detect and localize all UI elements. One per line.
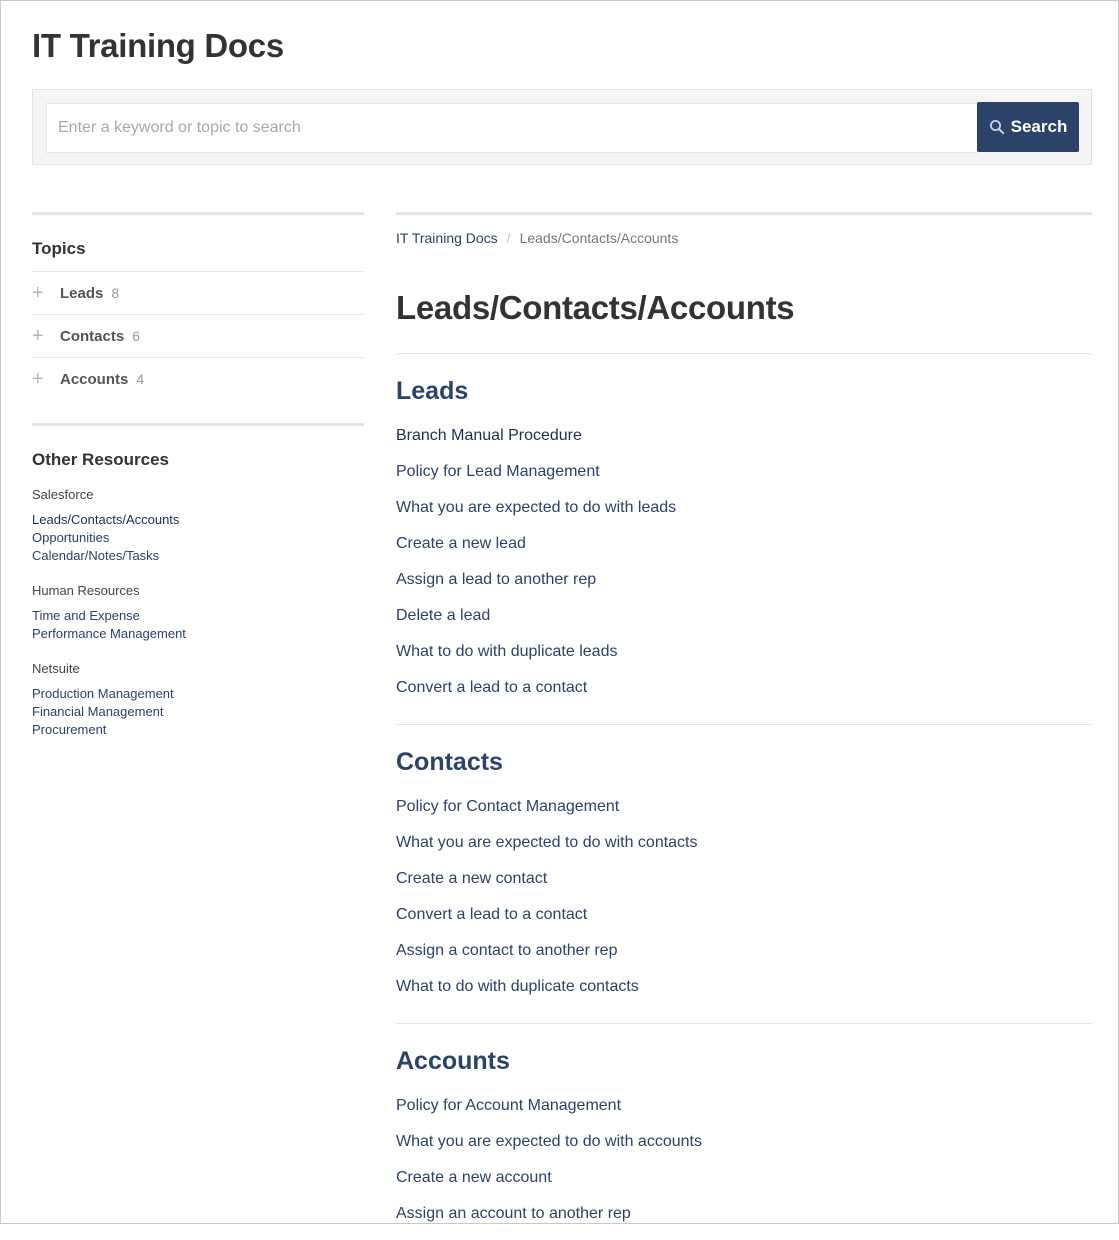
article-link[interactable]: What you are expected to do with accounts xyxy=(396,1133,702,1150)
topic-label[interactable]: Accounts xyxy=(60,370,129,388)
article-link[interactable]: What you are expected to do with contacts xyxy=(396,834,698,851)
plus-icon[interactable]: + xyxy=(32,282,44,304)
article-link[interactable]: Policy for Lead Management xyxy=(396,463,600,480)
resource-group-title: Human Resources xyxy=(32,583,140,598)
section-title-leads[interactable]: Leads xyxy=(396,377,469,405)
topic-item-accounts[interactable] xyxy=(32,357,364,400)
resource-link-performance-management[interactable]: Performance Management xyxy=(32,626,186,641)
article-link[interactable]: Create a new contact xyxy=(396,870,548,887)
resource-link-financial-management[interactable]: Financial Management xyxy=(32,704,164,719)
resource-group-salesforce xyxy=(32,486,179,565)
topic-count: 4 xyxy=(136,371,145,387)
article-link[interactable]: Assign an account to another rep xyxy=(396,1205,631,1222)
search-button-label: Search xyxy=(1010,117,1068,136)
resource-link-time-and-expense[interactable]: Time and Expense xyxy=(32,608,140,623)
main-divider xyxy=(396,212,1092,215)
article-link[interactable]: Branch Manual Procedure xyxy=(396,427,582,444)
topic-count: 6 xyxy=(132,328,140,344)
plus-icon[interactable]: + xyxy=(32,368,44,390)
search-button[interactable] xyxy=(977,102,1079,152)
article-link[interactable]: Assign a lead to another rep xyxy=(396,571,597,588)
search-bar xyxy=(32,89,1092,165)
topic-item-leads[interactable] xyxy=(32,271,364,314)
article-list-contacts xyxy=(396,797,698,1013)
topic-count: 8 xyxy=(111,285,120,301)
topic-label[interactable]: Leads xyxy=(60,284,104,302)
resource-group-human-resources xyxy=(32,582,186,643)
article-link[interactable]: Delete a lead xyxy=(396,607,491,624)
article-link[interactable]: Policy for Account Management xyxy=(396,1097,622,1114)
article-link[interactable]: What to do with duplicate leads xyxy=(396,643,618,660)
search-input[interactable] xyxy=(46,103,978,153)
article-list-accounts xyxy=(396,1096,702,1240)
topics-list xyxy=(32,271,364,400)
sidebar-divider xyxy=(32,212,364,215)
article-link[interactable]: Create a new lead xyxy=(396,535,526,552)
site-title[interactable]: IT Training Docs xyxy=(32,27,284,64)
resource-group-title: Salesforce xyxy=(32,487,94,502)
topics-heading: Topics xyxy=(32,239,86,258)
article-link[interactable]: What to do with duplicate contacts xyxy=(396,978,639,995)
article-link[interactable]: Convert a lead to a contact xyxy=(396,679,588,696)
resource-link-procurement[interactable]: Procurement xyxy=(32,722,107,737)
topic-label[interactable]: Contacts xyxy=(60,327,125,345)
article-link[interactable]: Assign a contact to another rep xyxy=(396,942,618,959)
plus-icon[interactable]: + xyxy=(32,325,44,347)
title-divider xyxy=(396,353,1092,354)
breadcrumb xyxy=(396,230,678,246)
resource-group-title: Netsuite xyxy=(32,661,80,676)
other-resources-heading: Other Resources xyxy=(32,450,169,469)
resource-link-production-management[interactable]: Production Management xyxy=(32,686,174,701)
article-link[interactable]: Create a new account xyxy=(396,1169,552,1186)
topic-item-contacts[interactable] xyxy=(32,314,364,357)
breadcrumb-separator: / xyxy=(506,230,511,246)
article-link[interactable]: Convert a lead to a contact xyxy=(396,906,588,923)
resource-link-opportunities[interactable]: Opportunities xyxy=(32,530,110,545)
breadcrumb-home-link[interactable]: IT Training Docs xyxy=(396,230,498,246)
article-list-leads xyxy=(396,426,676,714)
section-title-accounts[interactable]: Accounts xyxy=(396,1047,510,1075)
resource-group-netsuite xyxy=(32,660,174,739)
section-divider xyxy=(396,724,1092,725)
sidebar-divider xyxy=(32,423,364,426)
article-link[interactable]: Policy for Contact Management xyxy=(396,798,620,815)
article-link[interactable]: What you are expected to do with leads xyxy=(396,499,677,516)
page-title: Leads/Contacts/Accounts xyxy=(396,289,795,326)
section-title-contacts[interactable]: Contacts xyxy=(396,748,503,776)
resource-link-leads-contacts-accounts[interactable]: Leads/Contacts/Accounts xyxy=(32,512,180,527)
magnifier-icon xyxy=(989,119,1005,135)
section-divider xyxy=(396,1023,1092,1024)
breadcrumb-current: Leads/Contacts/Accounts xyxy=(519,230,679,246)
resource-link-calendar-notes-tasks[interactable]: Calendar/Notes/Tasks xyxy=(32,548,160,563)
